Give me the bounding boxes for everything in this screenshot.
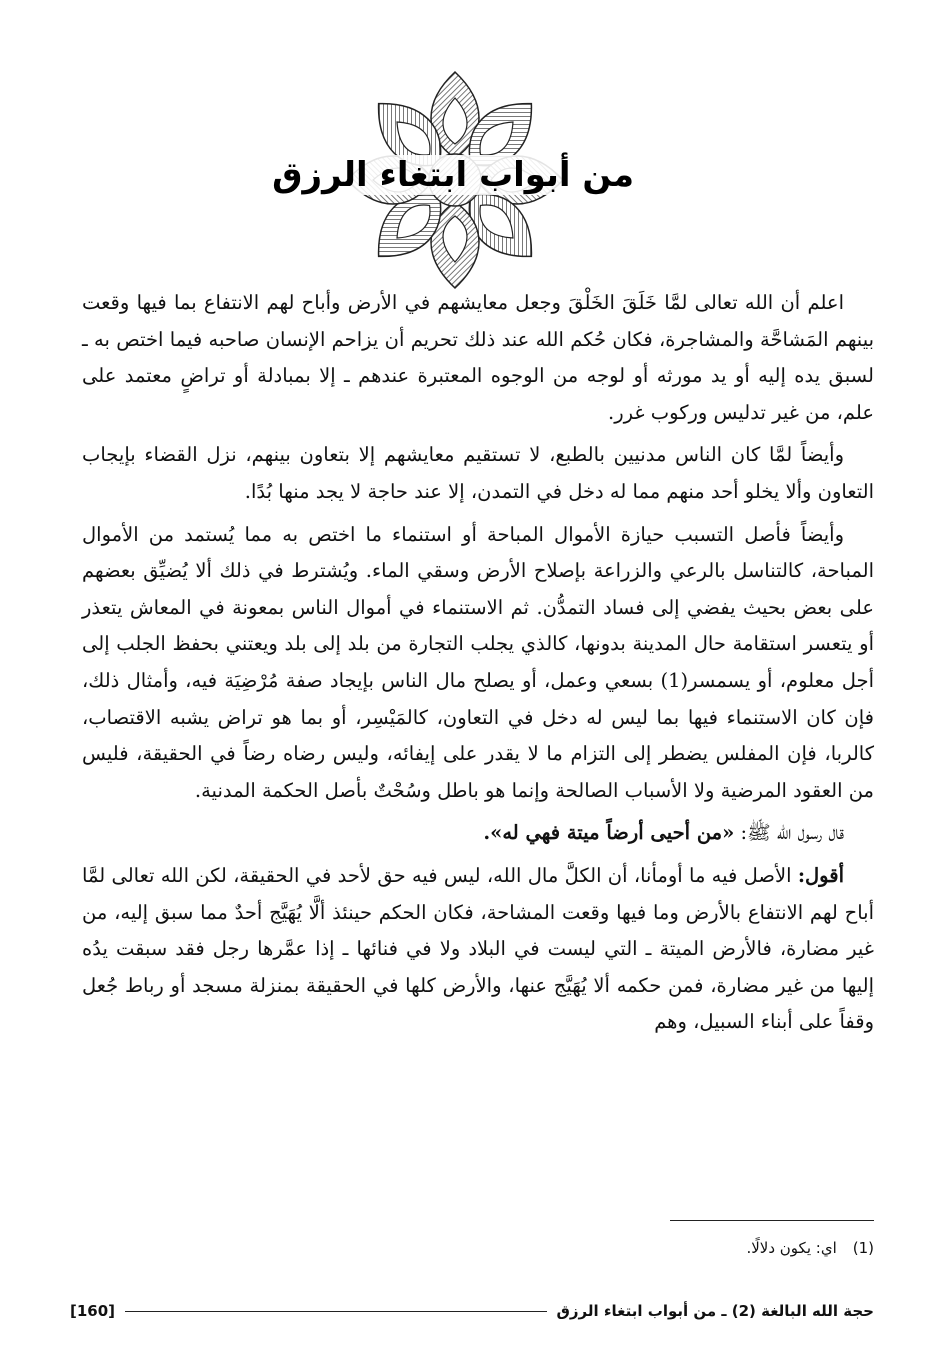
commentary-label: أقول: <box>797 863 844 887</box>
paragraph-2: وأيضاً لمَّا كان الناس مدنيين بالطبع، لا تستقيم معايشهم إلا بتعاون بينهم، نزل القضاء بإيجاب التعاون وألا يخلو أحد منهم مما له دخل في التمدن، إلا عند حاجة لا يجد منها بُدًا. <box>82 443 874 503</box>
running-footer <box>70 1298 874 1324</box>
paragraph-1: اعلم أن الله تعالى لمَّا خَلَقَ الخَلْقَ وجعل معايشهم في الأرض وأباح لهم الانتفاع بما فيها وقعت بينهم المَشاحَّة والمشاجرة، فكان حُكم الله عند ذلك تحريم أن يزاحم الإنسان صاحبه فيما اختص به ـ لسبق يده إليه أو يد مورثه أو لوجه من الوجوه المعتبرة عندهم ـ إلا بمبادلة أو تراضٍ معتمد على علم، من غير تدليس وركوب غرر. <box>82 291 874 424</box>
page-number: [160] <box>70 1302 116 1320</box>
paragraph-3: وأيضاً فأصل التسبب حيازة الأموال المباحة أو استنماء ما اختص به مما يُستمد من الأموال المباحة، كالتناسل بالرعي والزراعة بإصلاح الأرض وسقي الماء. ويُشترط في ذلك ألا يُضيِّق بعضهم على بعض بحيث يفضي إلى فساد التمدُّن. ثم الاستنماء في أموال الناس بمعونة في المعاش يتعذر أو يتعسر استقامة حال المدينة بدونها، كالذي يجلب التجارة من بلد إلى بلد ويعتني بحفظ الجلب إلى أجل معلوم، أو يسمسر(1) بسعي وعمل، أو يصلح مال الناس بإيجاد صفة مُرْضِيَة فيه، وأمثال ذلك، فإن كان الاستنماء فيها بما ليس له دخل في التعاون، كالمَيْسِر، أو بما هو تراض يشبه الاقتصاب، كالربا، فإن المفلس يضطر إلى التزام ما لا يقدر على إيفائه، وليس رضاه رضاً في الحقيقة، فليس من العقود المرضية ولا الأسباب الصالحة وإنما هو باطل وسُحْتٌ بأصل الحكمة المدنية. <box>82 522 874 802</box>
footnote-text: اي: يكون دلالًا. <box>746 1239 837 1257</box>
commentary-text: الأصل فيه ما أومأنا، أن الكلَّ مال الله، ليس فيه حق لأحد في الحقيقة، لكن الله تعالى لمَّا أباح لهم الانتفاع بالأرض وما فيها وقعت المشاحة، فكان الحكم حينئذ ألَّا يُهَيَّج أحدٌ مما سبق إليه، من غير مضارة، فالأرض الميتة ـ التي ليست في البلاد ولا في فنائها ـ إذا عمَّرها رجل فقد سبقت يدُه إليها من غير مضارة، فمن حكمه ألا يُهَيَّج عنها، والأرض كلها في الحقيقة بمنزلة مسجد أو رباط جُعل وقفاً على أبناء السبيل، وهم <box>82 863 874 1034</box>
running-title: حجة الله البالغة (2) ـ من أبواب ابتغاء الرزق <box>556 1302 874 1320</box>
footnote-divider <box>670 1220 874 1221</box>
footnote-number: (1) <box>852 1239 874 1257</box>
hadith-quote: «من أحيى أرضاً ميتة فهي له». <box>483 821 735 845</box>
hadith-intro: قال رسول الله ﷺ: <box>734 821 844 845</box>
chapter-title <box>272 140 640 210</box>
hadith-paragraph <box>82 815 874 852</box>
commentary-paragraph <box>82 858 874 1041</box>
footer-rule <box>125 1311 546 1312</box>
chapter-title-text: من أبواب ابتغاء الرزق <box>266 155 640 195</box>
body-text <box>82 285 874 1047</box>
footnote <box>600 1236 874 1260</box>
